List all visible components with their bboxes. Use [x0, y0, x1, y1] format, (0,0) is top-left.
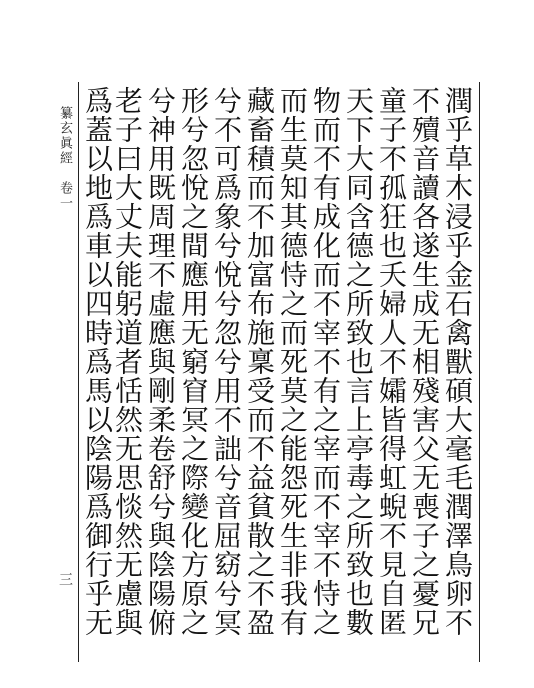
running-heading: 纂玄眞經 卷一 [57, 106, 72, 211]
text-column: 藏畜積而不加富布施稟受而不益貧散之不盈 [243, 86, 276, 637]
text-column: 老子曰大丈夫能躬道者恬然无思惔然无慮與 [111, 86, 144, 637]
text-column: 兮神用既周理不虛應與剛柔卷舒兮與陰陽俯 [144, 86, 177, 637]
page-number: 三 [57, 572, 73, 586]
text-column: 天下大同含德之所致也言上亭毒之所致也數 [342, 86, 375, 637]
text-column: 形兮忽悅之間應用无窮窅冥之際變化方原之 [177, 86, 210, 637]
text-column: 兮不可爲象兮悅兮忽兮用不詘兮音屈窈兮冥 [210, 86, 243, 637]
text-column: 爲蓋以地爲車以四時爲馬以陰陽爲御行乎无 [81, 86, 114, 637]
text-column: 而生莫知其德恃之而死莫之能怨死生非我有 [276, 86, 309, 637]
text-column: 潤乎草木浸乎金石禽獸碩大毫毛潤澤鳥卵不 [441, 86, 474, 637]
text-column: 不殰音讀各遂生成无相殘害父无喪子之憂兄 [408, 86, 441, 637]
text-column: 物而不有成化而不宰不有之宰而不宰不恃之 [309, 86, 342, 637]
text-column: 童子不孤狂也夭婦人不孀皆得虹蜺不見自匿 [375, 86, 408, 637]
